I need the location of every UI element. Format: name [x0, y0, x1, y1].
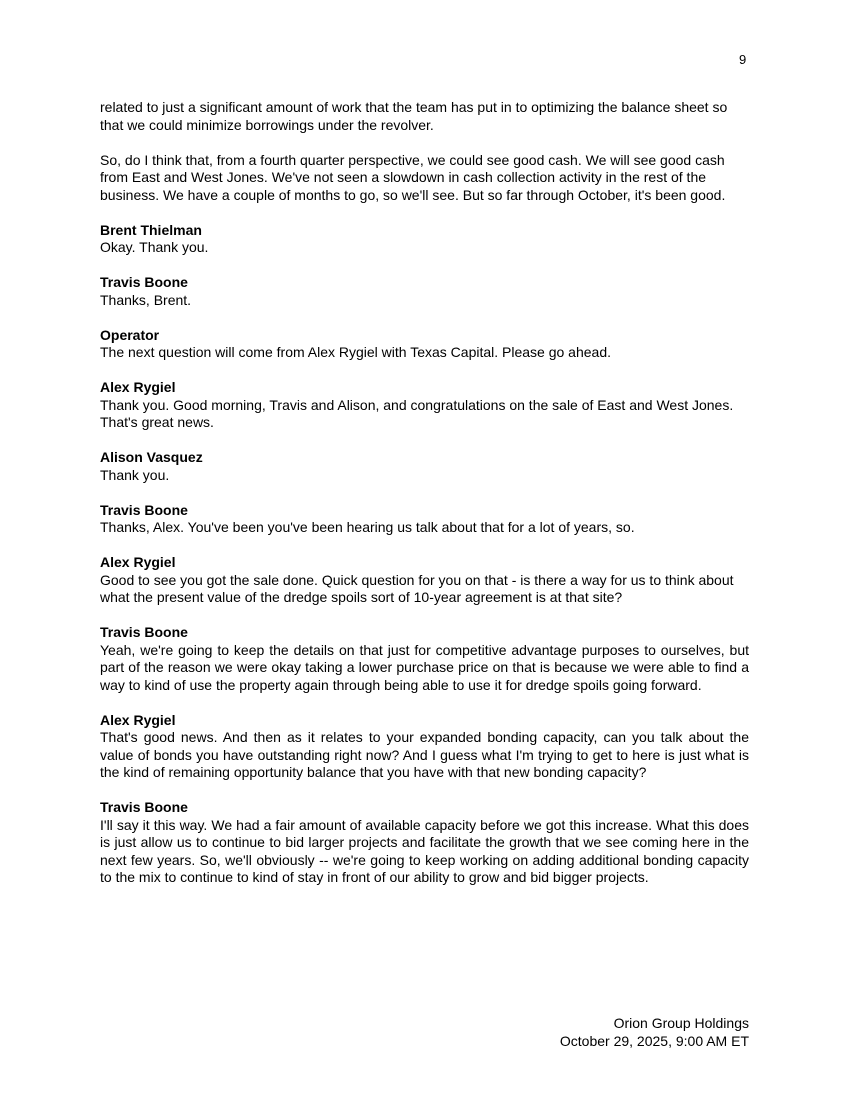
speaker-name: Travis Boone: [100, 799, 188, 815]
speaker-name: Alex Rygiel: [100, 379, 176, 395]
speaker-text: The next question will come from Alex Rygiel with Texas Capital. Please go ahead.: [100, 344, 612, 360]
speaker-name: Travis Boone: [100, 274, 188, 290]
page-number: 9: [739, 52, 747, 67]
speaker-turn: [100, 554, 749, 607]
page-footer: [560, 1015, 749, 1050]
footer-date: October 29, 2025, 9:00 AM ET: [559, 1032, 749, 1049]
speaker-name: Travis Boone: [100, 624, 188, 640]
speaker-text: I'll say it this way. We had a fair amount of available capacity before we got this increase. What this does is just allow us to continue to bid larger projects and facilitate the growth that we see coming here in the next few years. So, we'll obviously -- we're going to keep working on adding additional bonding capacity to the mix to continue to kind of stay in front of our ability to grow and bid bigger projects.: [100, 816, 749, 885]
speaker-turn: [100, 502, 749, 537]
speaker-turn: [100, 712, 749, 782]
transcript-body: [100, 99, 749, 904]
speaker-text: Thanks, Alex. You've been you've been hearing us talk about that for a lot of years, so.: [100, 519, 635, 535]
speaker-turn: [100, 624, 749, 694]
speaker-text: That's good news. And then as it relates to your expanded bonding capacity, can you talk about the value of bonds you have outstanding right now? And I guess what I'm trying to get to here is just what is the kind of remaining opportunity balance that you have with that new bonding capacity?: [100, 729, 749, 780]
paragraph: related to just a significant amount of work that the team has put in to optimizing the balance sheet so that we could minimize borrowings under the revolver.: [100, 99, 728, 133]
speaker-text: Thank you. Good morning, Travis and Alison, and congratulations on the sale of East and West Jones. That's great news.: [100, 396, 734, 430]
speaker-turn: [100, 799, 749, 887]
speaker-name: Travis Boone: [100, 501, 188, 518]
speaker-turn: [100, 449, 749, 484]
speaker-text: Yeah, we're going to keep the details on that just for competitive advantage purposes to ourselves, but part of the reason we were okay taking a lower purchase price on that is because we were able to find a way to kind of use the property again through being able to use it for dredge spoils going forward.: [100, 641, 749, 693]
speaker-text: Good to see you got the sale done. Quick question for you on that - is there a way for us to think about what the present value of the dredge spoils sort of 10-year agreement is at that site?: [100, 571, 734, 605]
speaker-text: Thanks, Brent.: [100, 291, 192, 308]
speaker-name: Brent Thielman: [100, 221, 202, 238]
speaker-text: Thank you.: [100, 466, 170, 483]
speaker-text: Okay. Thank you.: [100, 239, 209, 255]
footer-company: Orion Group Holdings: [613, 1015, 749, 1031]
speaker-turn: [100, 274, 749, 309]
speaker-name: Alex Rygiel: [100, 554, 176, 570]
speaker-name: Alison Vasquez: [100, 449, 203, 465]
speaker-name: Alex Rygiel: [100, 711, 176, 728]
speaker-name: Operator: [100, 326, 160, 343]
paragraph: So, do I think that, from a fourth quarter perspective, we could see good cash. We will see good cash from East and West Jones. We've not seen a slowdown in cash collection activity in the rest of the business. We have a couple of months to go, so we'll see. But so far through October, it's been good.: [100, 151, 726, 203]
speaker-turn: [100, 379, 749, 432]
speaker-turn: [100, 222, 749, 257]
speaker-turn: [100, 327, 749, 362]
